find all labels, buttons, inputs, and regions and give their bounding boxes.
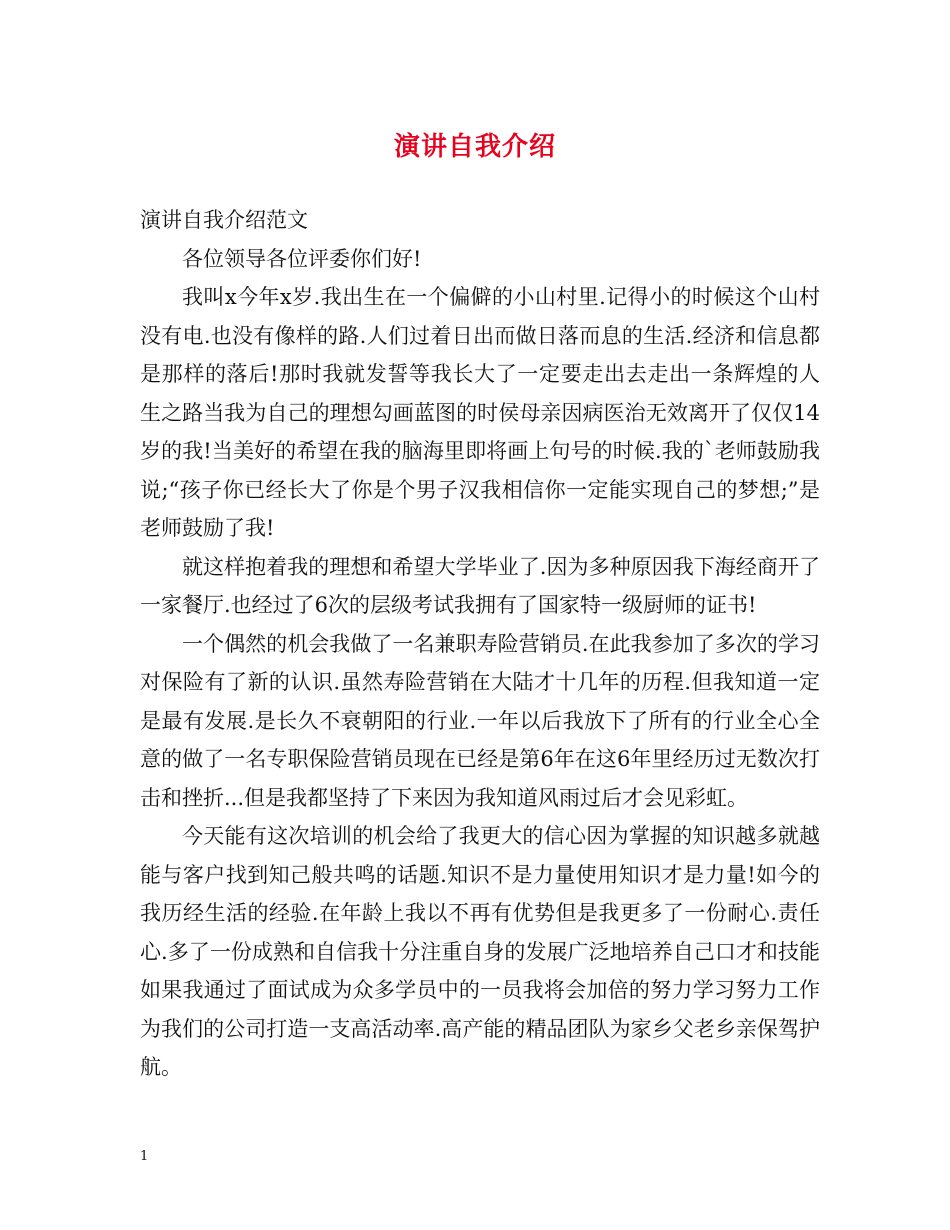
paragraph-childhood: 我叫x今年x岁.我出生在一个偏僻的小山村里.记得小的时候这个山村没有电.也没有像样的路.人们过着日出而做日落而息的生活.经济和信息都是那样的落后!那时我就发誓等我长大了一定要走出去走出一条辉煌的人生之路当我为自己的理想勾画蓝图的时侯母亲因病医治无效离开了仅仅14岁的我!当美好的希望在我的脑海里即将画上句号的时候.我的`老师鼓励我说;“孩子你已经长大了你是个男子汉我相信你一定能实现自己的梦想;”是老师鼓励了我!: [140, 285, 820, 540]
page-number: 1: [140, 1149, 149, 1164]
paragraph-insurance: 一个偶然的机会我做了一名兼职寿险营销员.在此我参加了多次的学习对保险有了新的认识.虽然寿险营销在大陆才十几年的历程.但我知道一定是最有发展.是长久不衰朝阳的行业.一年以后我放下了所有的行业全心全意的做了一名专职保险营销员现在已经是第6年在这6年里经历过无数次打击和挫折...但是我都坚持了下来因为我知道风雨过后才会见彩虹。: [140, 631, 820, 810]
document-body: [140, 201, 820, 1087]
paragraph-greeting: 各位领导各位评委你们好!: [182, 246, 422, 271]
paragraph-training: 今天能有这次培训的机会给了我更大的信心因为掌握的知识越多就越能与客户找到知己般共鸣的话题.知识不是力量使用知识才是力量!如今的我历经生活的经验.在年龄上我以不再有优势但是我更多了一份耐心.责任心.多了一份成熟和自信我十分注重自身的发展广泛地培养自己口才和技能如果我通过了面试成为众多学员中的一员我将会加倍的努力学习努力工作为我们的公司打造一支高活动率.高产能的精品团队为家乡父老乡亲保驾护航。: [140, 824, 820, 1079]
paragraph-career: 就这样抱着我的理想和希望大学毕业了.因为多种原因我下海经商开了一家餐厅.也经过了6次的层级考试我拥有了国家特一级厨师的证书!: [140, 554, 820, 617]
document-subtitle: 演讲自我介绍范文: [140, 208, 308, 232]
document-title: 演讲自我介绍: [393, 132, 556, 162]
